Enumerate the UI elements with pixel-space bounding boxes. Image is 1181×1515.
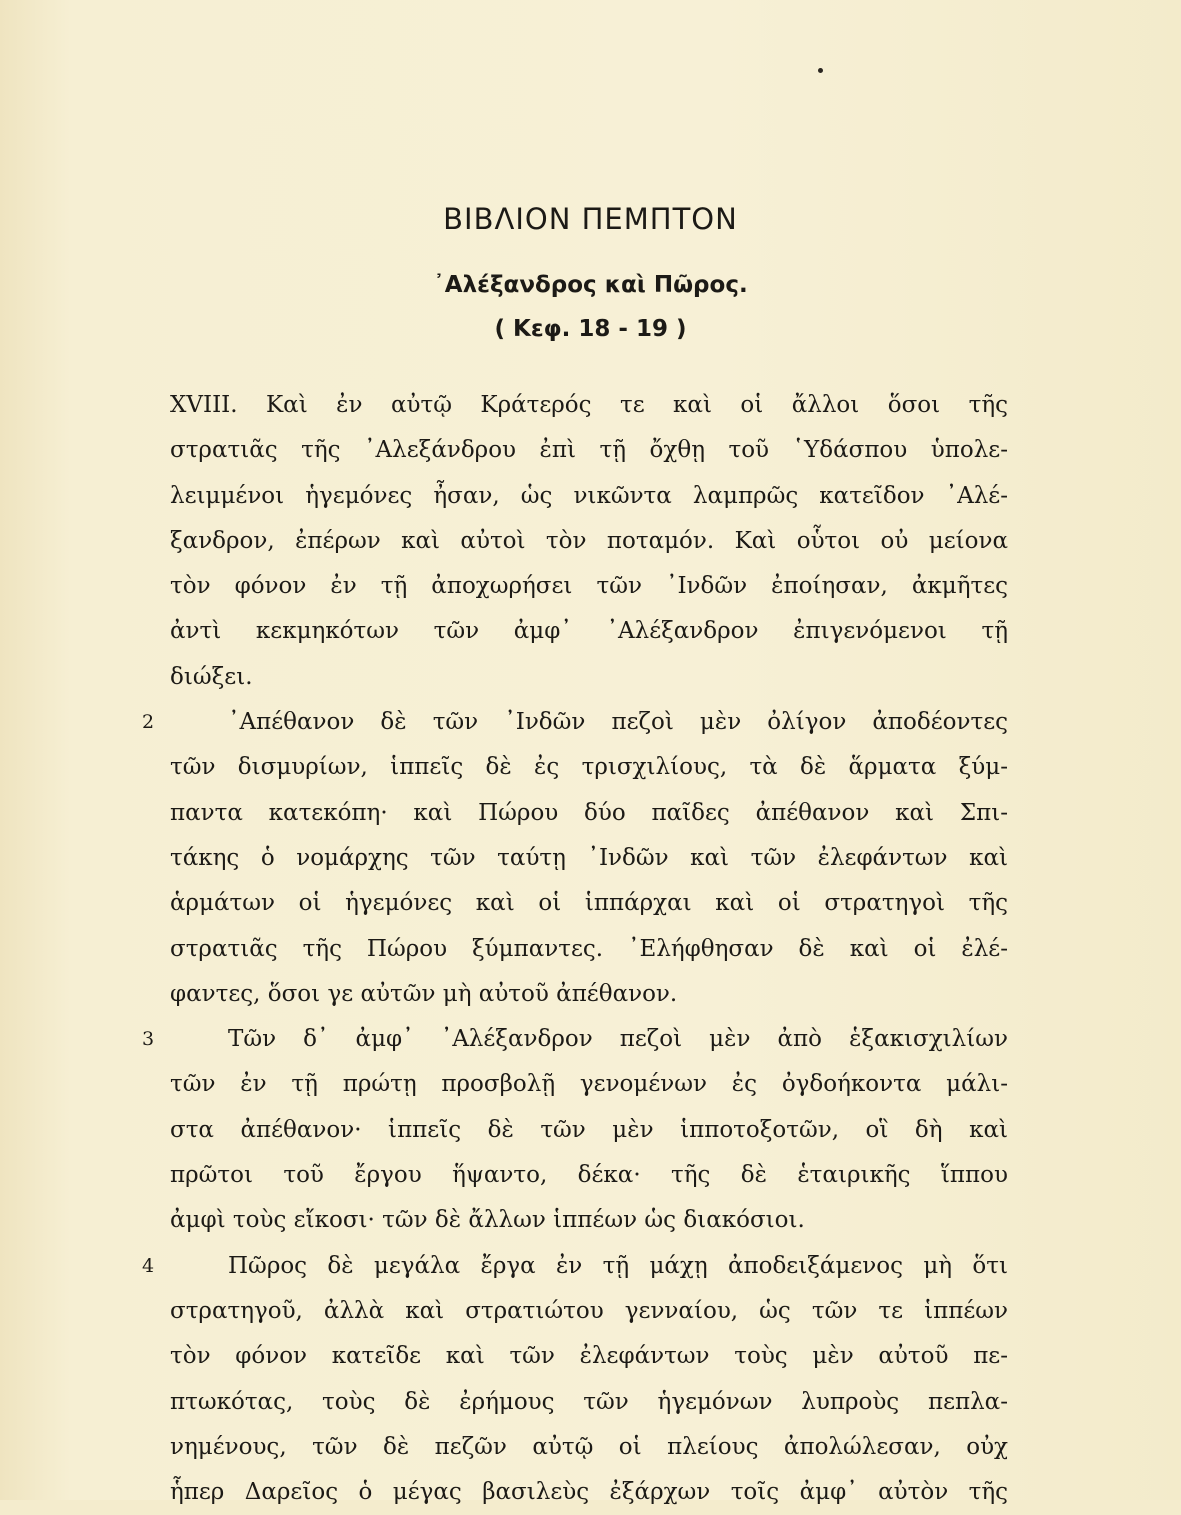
paragraph-first-line	[142, 1017, 1008, 1062]
text-line: παντα κατεκόπη· καὶ Πώρου δύο παῖδες ἀπέθανον καὶ Σπι-	[170, 799, 1008, 826]
text-line: ἀμφὶ τοὺς εἴκοσι· τῶν δὲ ἄλλων ἱππέων ὡς διακόσιοι.	[170, 1207, 805, 1234]
text-line: πτωκότας, τοὺς δὲ ἐρήμους τῶν ἡγεμόνων λυπροὺς πεπλα-	[170, 1388, 1008, 1415]
text-line: στρατιᾶς τῆς Πώρου ξύμπαντες. ᾿Ελήφθησαν δὲ καὶ οἱ ἐλέ-	[170, 935, 1008, 962]
body-text	[142, 383, 1008, 1515]
text-line: τὸν φόνον κατεῖδε καὶ τῶν ἐλεφάντων τοὺς μὲν αὐτοῦ πε-	[170, 1343, 1008, 1370]
text-line: τῶν δισμυρίων, ἱππεῖς δὲ ἐς τρισχιλίους, τὰ δὲ ἅρματα ξύμ-	[170, 754, 1008, 781]
text-line: τὸν φόνον ἐν τῇ ἀποχωρήσει τῶν ᾿Ινδῶν ἐποίησαν, ἀκμῆτες	[170, 573, 1008, 600]
paragraph-first-line	[142, 700, 1008, 745]
text-line: ξανδρον, ἐπέρων καὶ αὐτοὶ τὸν ποταμόν. Καὶ οὗτοι οὐ μείονα	[170, 527, 1008, 554]
section-title: ᾿Αλέξανδρος καὶ Πῶρος.	[433, 272, 748, 298]
text-line: στρατηγοῦ, ἀλλὰ καὶ στρατιώτου γενναίου, ὡς τῶν τε ἱππέων	[170, 1297, 1008, 1324]
text-line: πρῶτοι τοῦ ἔργου ἥψαντο, δέκα· τῆς δὲ ἑταιρικῆς ἵππου	[170, 1162, 1008, 1189]
chapter-reference: ( Κεφ. 18 - 19 )	[494, 316, 687, 342]
ink-dot	[818, 68, 823, 73]
paragraph-number: 3	[142, 1028, 155, 1051]
text-line: νημένους, τῶν δὲ πεζῶν αὐτῷ οἱ πλείους ἀπολώλεσαν, οὐχ	[170, 1433, 1008, 1460]
paragraph-number: 4	[142, 1254, 155, 1277]
text-line-content: ᾿Απέθανον δὲ τῶν ᾿Ινδῶν πεζοὶ μὲν ὀλίγον ἀποδέοντες	[228, 709, 1008, 736]
text-line-content: Τῶν δ᾿ ἀμφ᾿ ᾿Αλέξανδρον πεζοὶ μὲν ἀπὸ ἑξακισχιλίων	[228, 1026, 1008, 1053]
text-line: ἀντὶ κεκμηκότων τῶν ἀμφ᾿ ᾿Αλέξανδρον ἐπιγενόμενοι τῇ	[170, 618, 1008, 645]
text-line: ἁρμάτων οἱ ἡγεμόνες καὶ οἱ ἱππάρχαι καὶ οἱ στρατηγοὶ τῆς	[170, 890, 1008, 917]
paragraph-first-line	[142, 1244, 1008, 1289]
text-line: XVIII. Καὶ ἐν αὐτῷ Κράτερός τε καὶ οἱ ἄλλοι ὅσοι τῆς	[170, 392, 1008, 418]
text-line: ἧπερ Δαρεῖος ὁ μέγας βασιλεὺς ἐξάρχων τοῖς ἀμφ᾿ αὐτὸν τῆς	[170, 1479, 1008, 1506]
text-line: λειμμένοι ἡγεμόνες ἦσαν, ὡς νικῶντα λαμπρῶς κατεῖδον ᾿Αλέ-	[170, 482, 1008, 509]
text-line: στα ἀπέθανον· ἱππεῖς δὲ τῶν μὲν ἱπποτοξοτῶν, οἳ δὴ καὶ	[170, 1116, 1008, 1143]
text-line: τῶν ἐν τῇ πρώτῃ προσβολῇ γενομένων ἐς ὀγδοήκοντα μάλι-	[170, 1071, 1008, 1098]
paragraph-number: 2	[142, 711, 155, 734]
text-line: φαντες, ὅσοι γε αὐτῶν μὴ αὐτοῦ ἀπέθανον.	[170, 980, 678, 1007]
text-line-content: Πῶρος δὲ μεγάλα ἔργα ἐν τῇ μάχῃ ἀποδειξάμενος μὴ ὅτι	[228, 1252, 1008, 1279]
book-title: ΒΙΒΛΙΟΝ ΠΕΜΠΤΟΝ	[443, 202, 738, 236]
text-line: στρατιᾶς τῆς ᾿Αλεξάνδρου ἐπὶ τῇ ὄχθῃ τοῦ ῾Υδάσπου ὑπολε-	[170, 437, 1008, 464]
text-line: διώξει.	[170, 663, 253, 690]
text-line: τάκης ὁ νομάρχης τῶν ταύτῃ ᾿Ινδῶν καὶ τῶν ἐλεφάντων καὶ	[170, 844, 1008, 871]
